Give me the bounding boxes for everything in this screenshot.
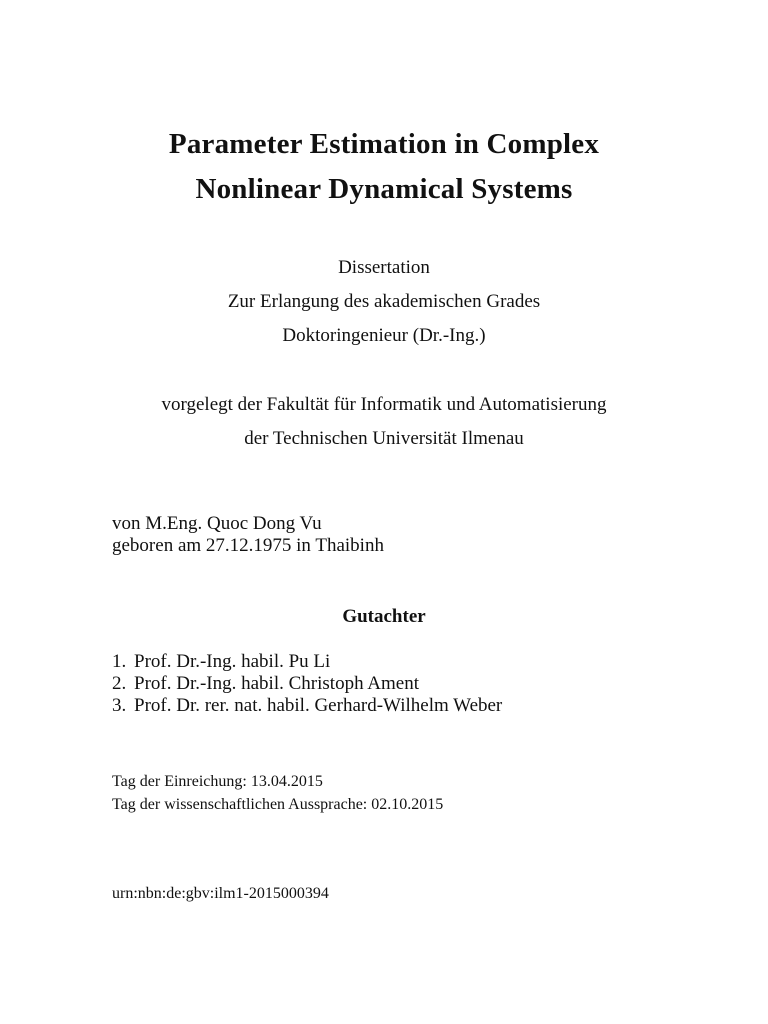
submission-date: Tag der Einreichung: 13.04.2015 [112, 773, 323, 790]
dissertation-purpose: Zur Erlangung des akademischen Grades [227, 291, 541, 312]
document-title [60, 122, 708, 212]
reviewers-heading: Gutachter [342, 606, 426, 627]
author-name: von M.Eng. Quoc Dong Vu [112, 513, 322, 534]
author-block [112, 513, 672, 557]
reviewer-number: 1. [112, 651, 127, 672]
reviewer-number: 2. [112, 673, 127, 694]
author-birth: geboren am 27.12.1975 in Thaibinh [112, 535, 384, 556]
reviewer-number: 3. [112, 695, 127, 716]
reviewer-name: Prof. Dr.-Ing. habil. Christoph Ament [134, 673, 419, 694]
dates-block [112, 770, 672, 816]
urn-identifier: urn:nbn:de:gbv:ilm1-2015000394 [112, 885, 329, 902]
defense-date: Tag der wissenschaftlichen Aussprache: 02.10.2015 [112, 796, 444, 813]
reviewer-item [112, 651, 672, 673]
reviewer-name: Prof. Dr. rer. nat. habil. Gerhard-Wilhelm Weber [134, 695, 503, 716]
reviewer-item [112, 695, 672, 717]
submission-block [60, 388, 708, 456]
reviewer-item [112, 673, 672, 695]
dissertation-type: Dissertation [338, 257, 430, 278]
submission-university: der Technischen Universität Ilmenau [244, 428, 524, 449]
dissertation-block [60, 251, 708, 353]
title-line-2: Nonlinear Dynamical Systems [195, 173, 573, 205]
dissertation-degree: Doktoringenieur (Dr.-Ing.) [282, 325, 486, 346]
submission-faculty: vorgelegt der Fakultät für Informatik und Automatisierung [161, 394, 607, 415]
title-line-1: Parameter Estimation in Complex [168, 128, 600, 160]
reviewers-list [112, 651, 672, 717]
reviewer-name: Prof. Dr.-Ing. habil. Pu Li [134, 651, 331, 672]
